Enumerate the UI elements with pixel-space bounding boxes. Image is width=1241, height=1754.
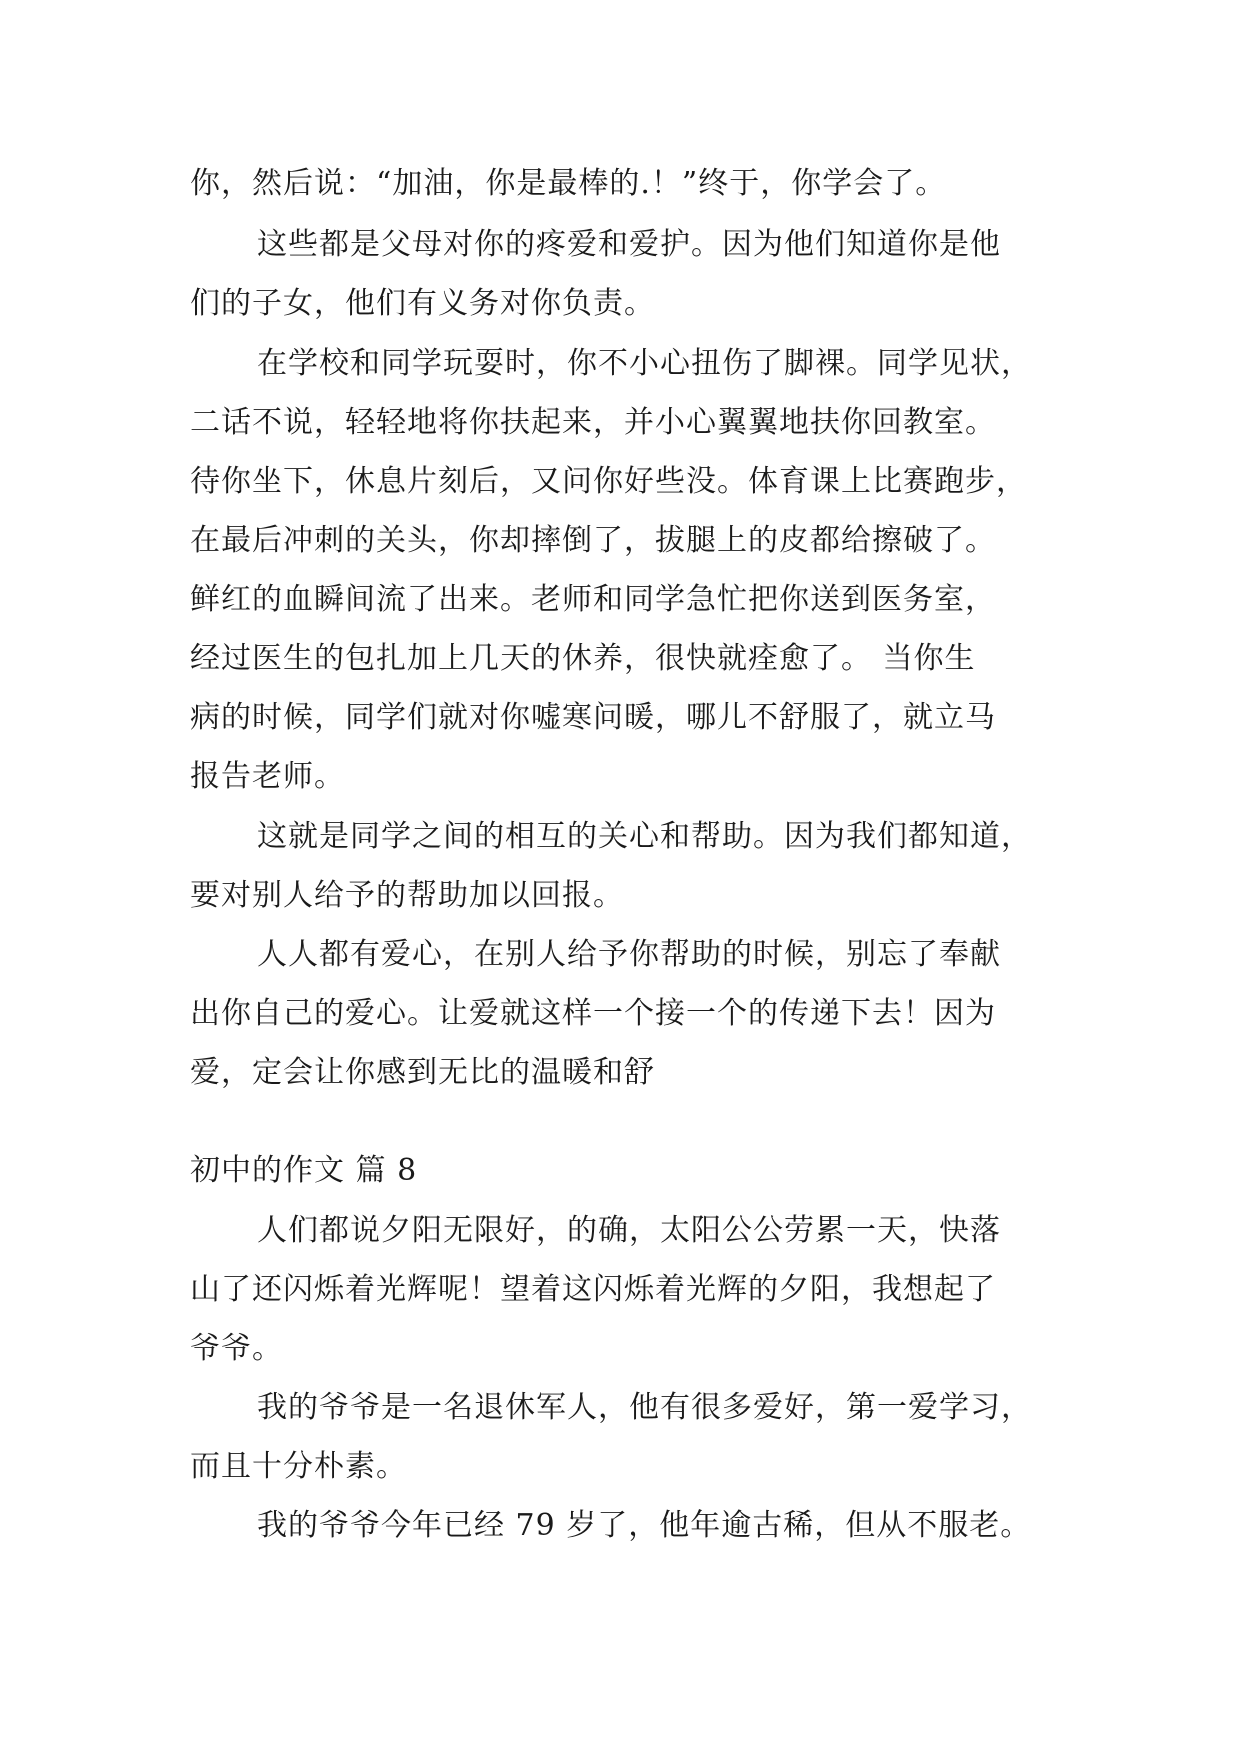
text-line: 们的子女，他们有义务对你负责。 xyxy=(190,286,655,321)
text-line: 爷爷。 xyxy=(190,1331,283,1366)
paragraph-start-line: 人人都有爱心，在别人给予你帮助的时候，别忘了奉献 xyxy=(257,937,1001,972)
text-line: 经过医生的包扎加上几天的休养，很快就痊愈了。 当你生 xyxy=(190,641,976,676)
text-line: 要对别人给予的帮助加以回报。 xyxy=(190,878,624,913)
text-line: 二话不说，轻轻地将你扶起来，并小心翼翼地扶你回教室。 xyxy=(190,405,996,440)
text-line: 爱，定会让你感到无比的温暖和舒 xyxy=(190,1055,655,1090)
text-line: 报告老师。 xyxy=(190,759,345,794)
paragraph-start-line: 这就是同学之间的相互的关心和帮助。因为我们都知道， xyxy=(257,819,1032,854)
paragraph-start-line: 这些都是父母对你的疼爱和爱护。因为他们知道你是他 xyxy=(257,227,1001,262)
text-line: 出你自己的爱心。让爱就这样一个接一个的传递下去！因为 xyxy=(190,996,996,1031)
text-line: 待你坐下，休息片刻后，又问你好些没。体育课上比赛跑步， xyxy=(190,464,1027,499)
text-line: 而且十分朴素。 xyxy=(190,1449,407,1484)
paragraph-start-line: 我的爷爷是一名退休军人，他有很多爱好，第一爱学习， xyxy=(257,1390,1032,1425)
text-line: 病的时候，同学们就对你嘘寒问暖，哪儿不舒服了，就立马 xyxy=(190,700,996,735)
paragraph-start-line: 我的爷爷今年已经 79 岁了，他年逾古稀，但从不服老。 xyxy=(257,1508,1032,1543)
paragraph-start-line: 在学校和同学玩耍时，你不小心扭伤了脚裸。同学见状， xyxy=(257,346,1032,381)
paragraph-start-line: 人们都说夕阳无限好，的确，太阳公公劳累一天，快落 xyxy=(257,1213,1001,1248)
text-line: 山了还闪烁着光辉呢！望着这闪烁着光辉的夕阳，我想起了 xyxy=(190,1272,996,1307)
section-heading: 初中的作文 篇 8 xyxy=(190,1153,418,1188)
text-line: 在最后冲刺的关头，你却摔倒了，拔腿上的皮都给擦破了。 xyxy=(190,523,996,558)
text-line: 鲜红的血瞬间流了出来。老师和同学急忙把你送到医务室， xyxy=(190,582,996,617)
text-line: 你，然后说：“加油，你是最棒的.！”终于，你学会了。 xyxy=(190,166,947,201)
